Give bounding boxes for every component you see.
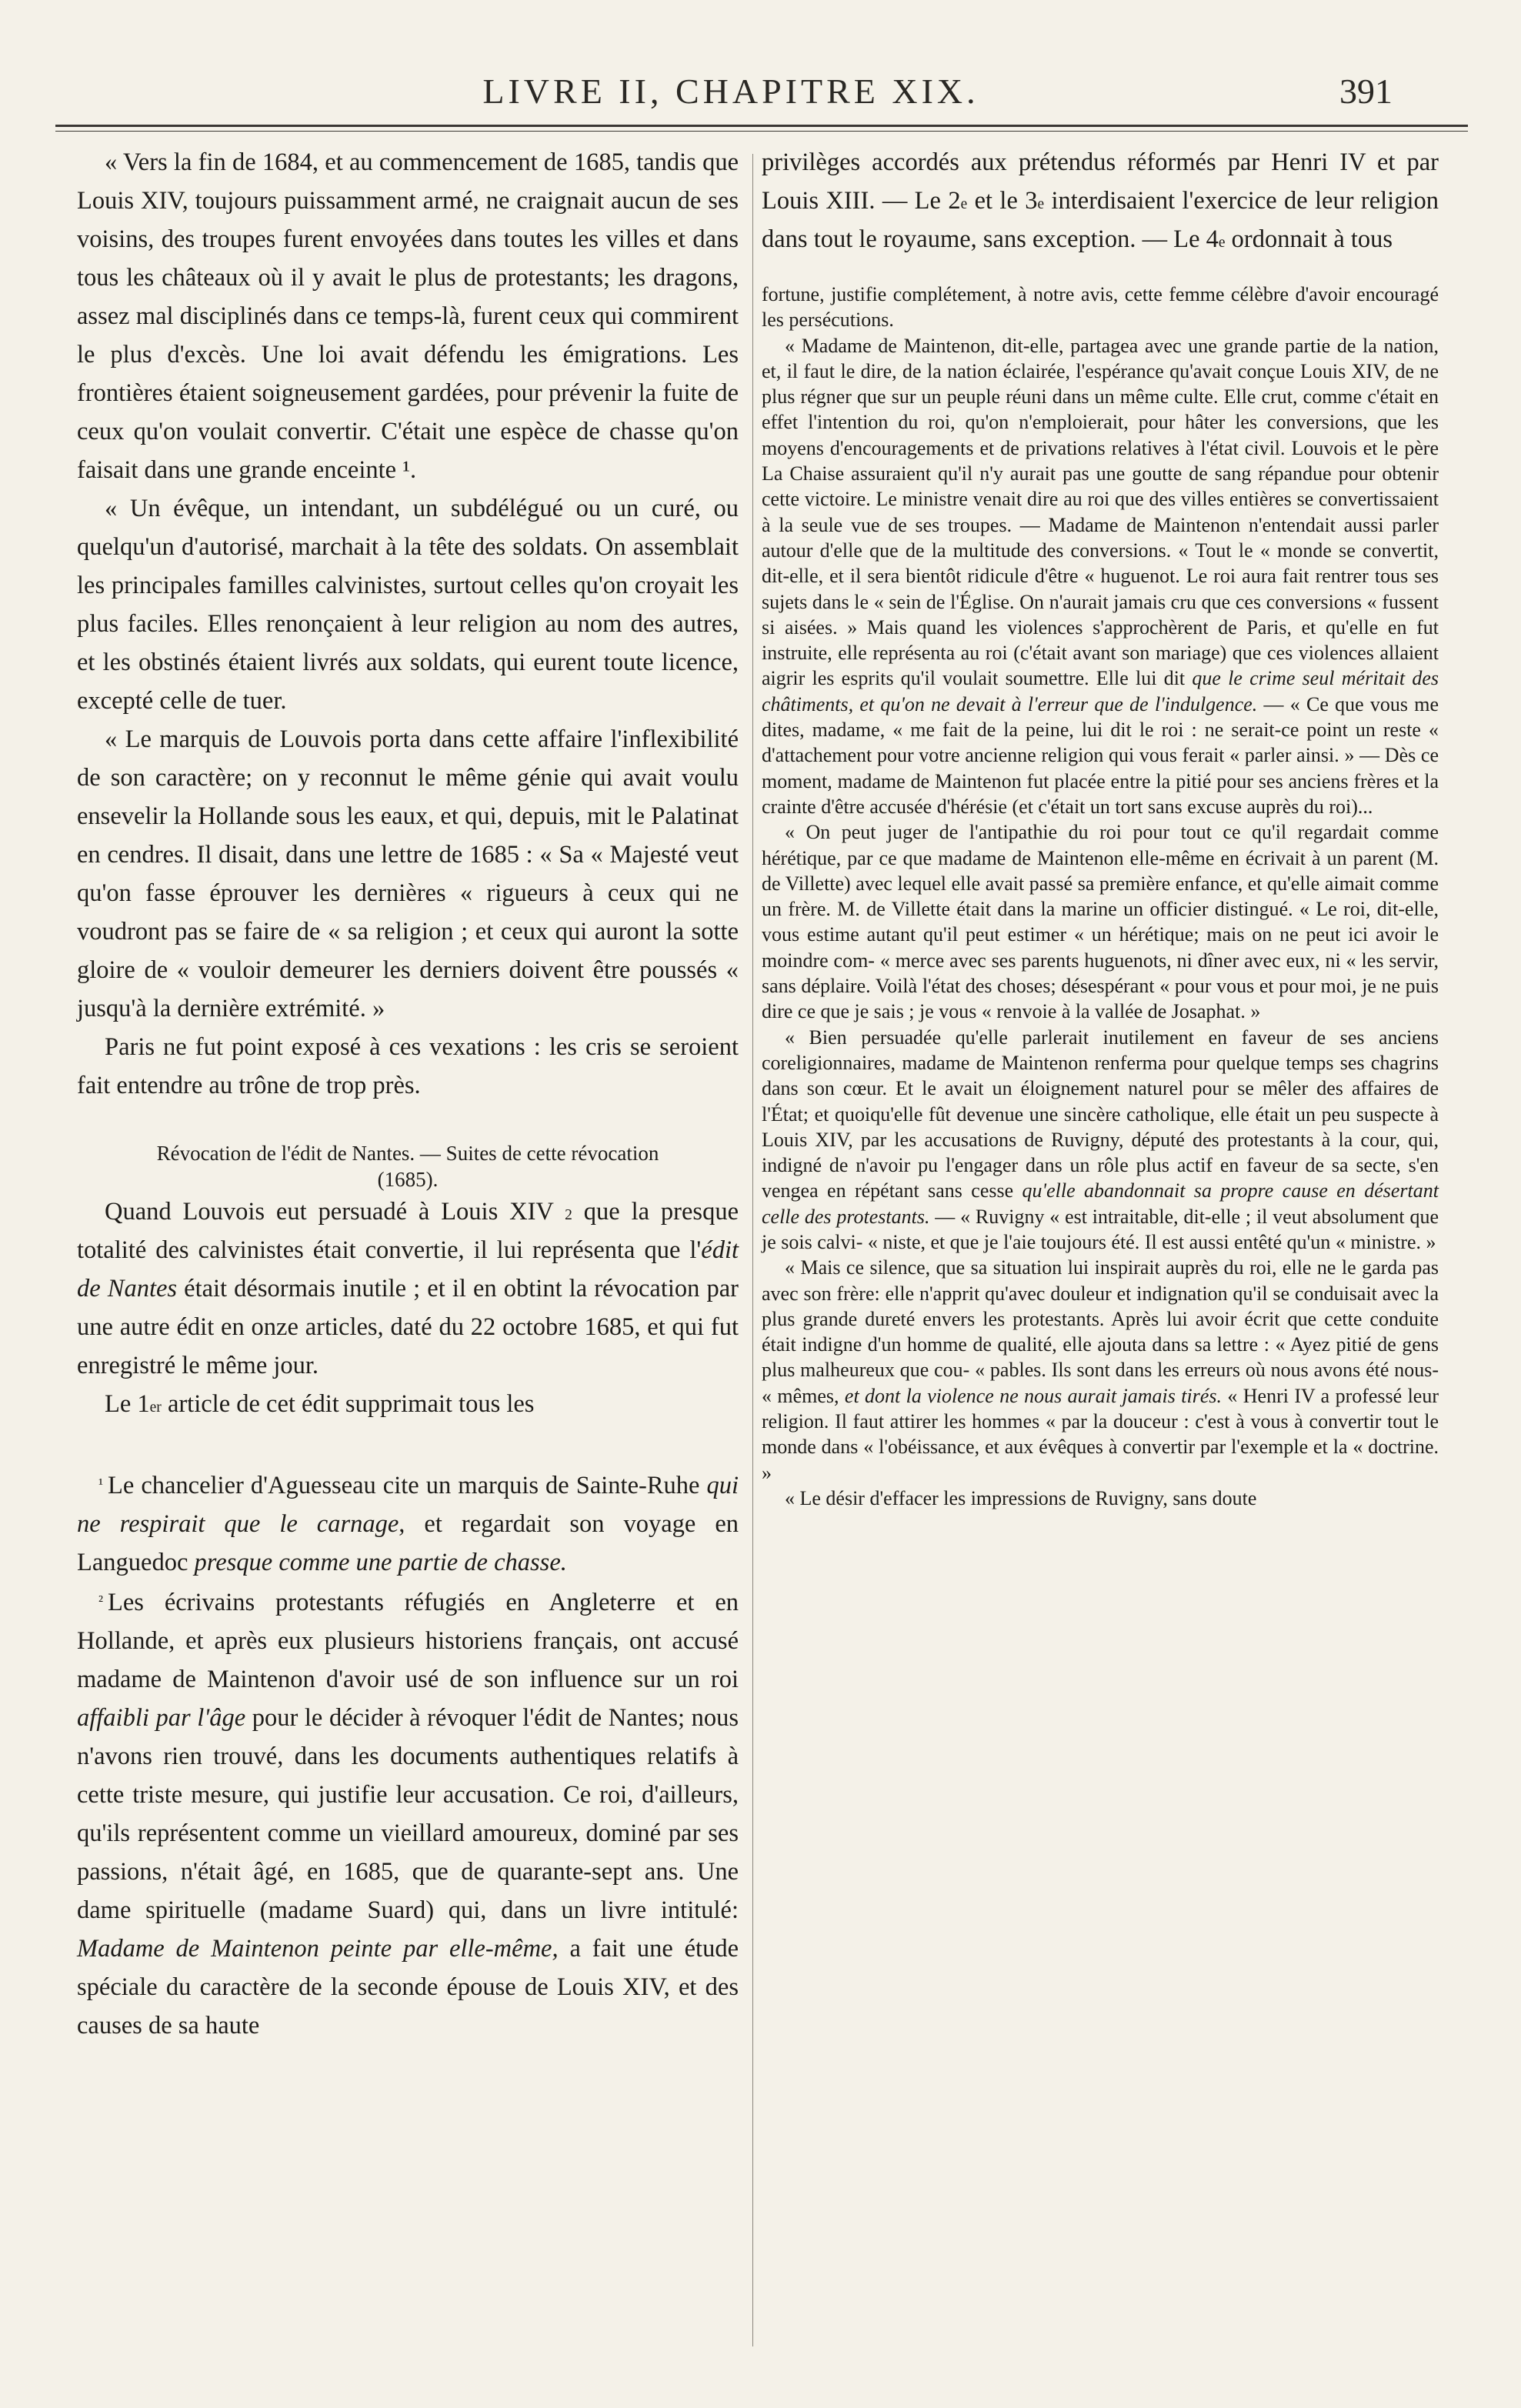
note-paragraph-1: fortune, justifie complétement, à notre avis, cette femme célèbre d'avoir encouragé les persécutions. bbox=[762, 283, 1439, 332]
paragraph-6: Le 1er article de cet édit supprimait tous les bbox=[105, 1390, 535, 1418]
right-paragraph-top: privilèges accordés aux prétendus réformés par Henri IV et par Louis XIII. — Le 2e et le 3e interdisaient l'exercice de leur religion dans tout le royaume, sans exception. — Le 4e ordonnait à tous bbox=[762, 148, 1439, 253]
note-paragraph-5: « Mais ce silence, que sa situation lui inspirait auprès du roi, elle ne le garda pas avec son frère: elle n'apprit qu'avec douleur et indignation qu'il se conduisait avec la plus grande dureté envers les protestants. Après lui avoir écrit que cette conduite était indigne d'un homme de qualité, elle ajouta dans sa lettre : « Ayez pitié de gens plus malheureux que cou- « pables. Ils sont dans les erreurs où nous avons été nous- « mêmes, et dont la violence ne nous aurait jamais tirés. « Henri IV a professé leur religion. Il faut attirer les hommes « par la douceur : c'est à vous à convertir tout le monde dans « l'obéissance, et aux évêques à convertir par l'exemple et la « doctrine. » bbox=[762, 1256, 1439, 1484]
header-rule-thin bbox=[55, 131, 1468, 132]
note-paragraph-4: « Bien persuadée qu'elle parlerait inutilement en faveur de ses anciens coreligionnaires, madame de Maintenon renferma pour quelque temps ses chagrins dans son cœur. Et le avait un éloignement naturel pour se mêler des affaires de l'État; et quoiqu'elle fût devenue une sincère catholique, elle était un peu suspecte à Louis XIV, par les accusations de Ruvigny, député des protestants à la cour, qui, indigné de n'avoir pu l'engager dans un rôle plus actif en faveur de sa secte, s'en vengea en répétant sans cesse qu'elle abandonnait sa propre cause en désertant celle des protestants. — « Ruvigny « est intraitable, dit-elle ; il veut absolument que je sois calvi- « niste, et que je l'aie toujours été. Il est aussi entêté qu'un « ministre. » bbox=[762, 1026, 1439, 1253]
header-rule-thick bbox=[55, 125, 1468, 127]
right-column bbox=[762, 143, 1439, 1511]
footnote-1: ¹ Le chancelier d'Aguesseau cite un marquis de Sainte-Ruhe qui ne respirait que le carnage, et regardait son voyage en Languedoc presque comme une partie de chasse. bbox=[77, 1472, 739, 1576]
note-paragraph-2: « Madame de Maintenon, dit-elle, partagea avec une grande partie de la nation, et, il faut le dire, de la nation éclairée, l'espérance qu'avait conçue Louis XIV, de ne plus régner que sur un peuple réuni dans un même culte. Elle crut, comme c'était en effet l'intention du roi, qu'on n'emploierait, pour hâter les conversions, que les moyens d'encouragements et de privations relatives à l'état civil. Louvois et le père La Chaise assuraient qu'il n'y aurait pas une goutte de sang répandue pour obtenir cette victoire. Le ministre venait dire au roi que des villes entières se convertissaient à la seule vue de ses troupes. — Madame de Maintenon n'entendait aussi parler autour d'elle que de la multitude des conversions. « Tout le « monde se convertit, dit-elle, et il sera bientôt ridicule d'être « huguenot. Le roi aura fait rentrer tous ses sujets dans le « sein de l'Église. On n'aurait jamais cru que ces conversions « fussent si aisées. » Mais quand les violences s'approchèrent de Paris, et qu'elle en fut instruite, elle représenta au roi (c'était avant son mariage) que ces violences allaient aigrir les esprits qu'il voulait soumettre. Elle lui dit que le crime seul méritait des châtiments, et qu'on ne devait à l'erreur que de l'indulgence. — « Ce que vous me dites, madame, « me fait de la peine, lui dit le roi : ne serait-ce point un reste « d'attachement pour votre ancienne religion qui vous ferait « parler ainsi. » — Dès ce moment, madame de Maintenon fut placée entre la pitié pour ses anciens frères et la crainte d'être accusée d'hérésie (et c'était un tort sans excuse auprès du roi)... bbox=[762, 334, 1439, 818]
section-title bbox=[77, 1140, 739, 1192]
paragraph-1: « Vers la fin de 1684, et au commencement de 1685, tandis que Louis XIV, toujours puissamment armé, ne craignait aucun de ses voisins, des troupes furent envoyées dans toutes les villes et dans tous les châteaux où il y avait le plus de protestants; les dragons, assez mal disciplinés dans ce temps-là, furent ceux qui commirent le plus d'excès. Une loi avait défendu les émigrations. Les frontières étaient soigneusement gardées, pour prévenir la fuite de ceux qu'on voulait convertir. C'était une espèce de chasse qu'on faisait dans une grande enceinte ¹. bbox=[77, 148, 739, 484]
note-paragraph-3: « On peut juger de l'antipathie du roi pour tout ce qu'il regardait comme hérétique, par ce que madame de Maintenon elle-même en écrivait à un parent (M. de Villette) avec lequel elle avait passé sa première enfance, et qu'elle aimait comme un frère. M. de Villette était dans la marine un officier distingué. « Le roi, dit-elle, vous estime autant qu'il peut estimer « un hérétique; mais on ne peut ici avoir le moindre com- « merce avec ses parents huguenots, ni dîner avec eux, ni « les servir, sans déplaire. Voilà l'état des choses; désespérant « pour vous et pour moi, je ne puis dire ce que je sais ; je vous « renvoie à la vallée de Josaphat. » bbox=[762, 821, 1439, 1023]
paragraph-4: Paris ne fut point exposé à ces vexations : les cris se seroient fait entendre au trône de trop près. bbox=[77, 1033, 739, 1099]
note-paragraph-6: « Le désir d'effacer les impressions de Ruvigny, sans doute bbox=[785, 1486, 1257, 1509]
paragraph-3: « Le marquis de Louvois porta dans cette affaire l'inflexibilité de son caractère; on y reconnut le même génie qui avait voulu ensevelir la Hollande sous les eaux, et qui, depuis, mit le Palatinat en cendres. Il disait, dans une lettre de 1685 : « Sa « Majesté veut qu'on fasse éprouver les dernières « rigueurs à ceux qui ne voudront pas se faire de « sa religion ; et ceux qui auront la sotte gloire de « vouloir demeurer les derniers doivent être poussés « jusqu'à la dernière extrémité. » bbox=[77, 725, 739, 1022]
paragraph-2: « Un évêque, un intendant, un subdélégué ou un curé, ou quelqu'un d'autorisé, marchait à la tête des soldats. On assemblait les principales familles calvinistes, surtout celles qu'on croyait les plus faciles. Elles renonçaient à leur religion au nom des autres, et les obstinés étaient livrés aux soldats, qui eurent toute licence, excepté celle de tuer. bbox=[77, 495, 739, 715]
section-title-text: Révocation de l'édit de Nantes. — Suites de cette révocation bbox=[156, 1142, 659, 1165]
page-header bbox=[0, 0, 1521, 154]
left-column bbox=[77, 143, 739, 2045]
footnote-2: ² Les écrivains protestants réfugiés en Angleterre et en Hollande, et après eux plusieurs historiens français, ont accusé madame de Maintenon d'avoir usé de son influence sur un roi affaibli par l'âge pour le décider à révoquer l'édit de Nantes; nous n'avons rien trouvé, dans les documents authentiques relatifs à cette triste mesure, qui justifie leur accusation. Ce roi, d'ailleurs, qu'ils représentent comme un vieillard amoureux, dominé par ses passions, n'était âgé, en 1685, que de quarante-sept ans. Une dame spirituelle (madame Suard) qui, dans un livre intitulé: Madame de Maintenon peinte par elle-même, a fait une étude spéciale du caractère de la seconde épouse de Louis XIV, et des causes de sa haute bbox=[77, 1589, 739, 2039]
footnotes bbox=[77, 1465, 739, 2045]
column-separator bbox=[752, 154, 753, 2346]
page-number: 391 bbox=[1339, 72, 1393, 111]
paragraph-5: Quand Louvois eut persuadé à Louis XIV $^2$ que la presque totalité des calvinistes était convertie, il lui représenta que l'édit de Nantes était désormais inutile ; et il en obtint la révocation par une autre édit en onze articles, daté du 22 octobre 1685, et qui fut enregistré le même jour. bbox=[77, 1198, 739, 1379]
right-column-main-text bbox=[762, 143, 1439, 258]
section-title-year: (1685). bbox=[377, 1168, 439, 1191]
running-title: LIVRE II, CHAPITRE XIX. bbox=[482, 72, 979, 111]
footnote-continuation bbox=[762, 282, 1439, 1511]
